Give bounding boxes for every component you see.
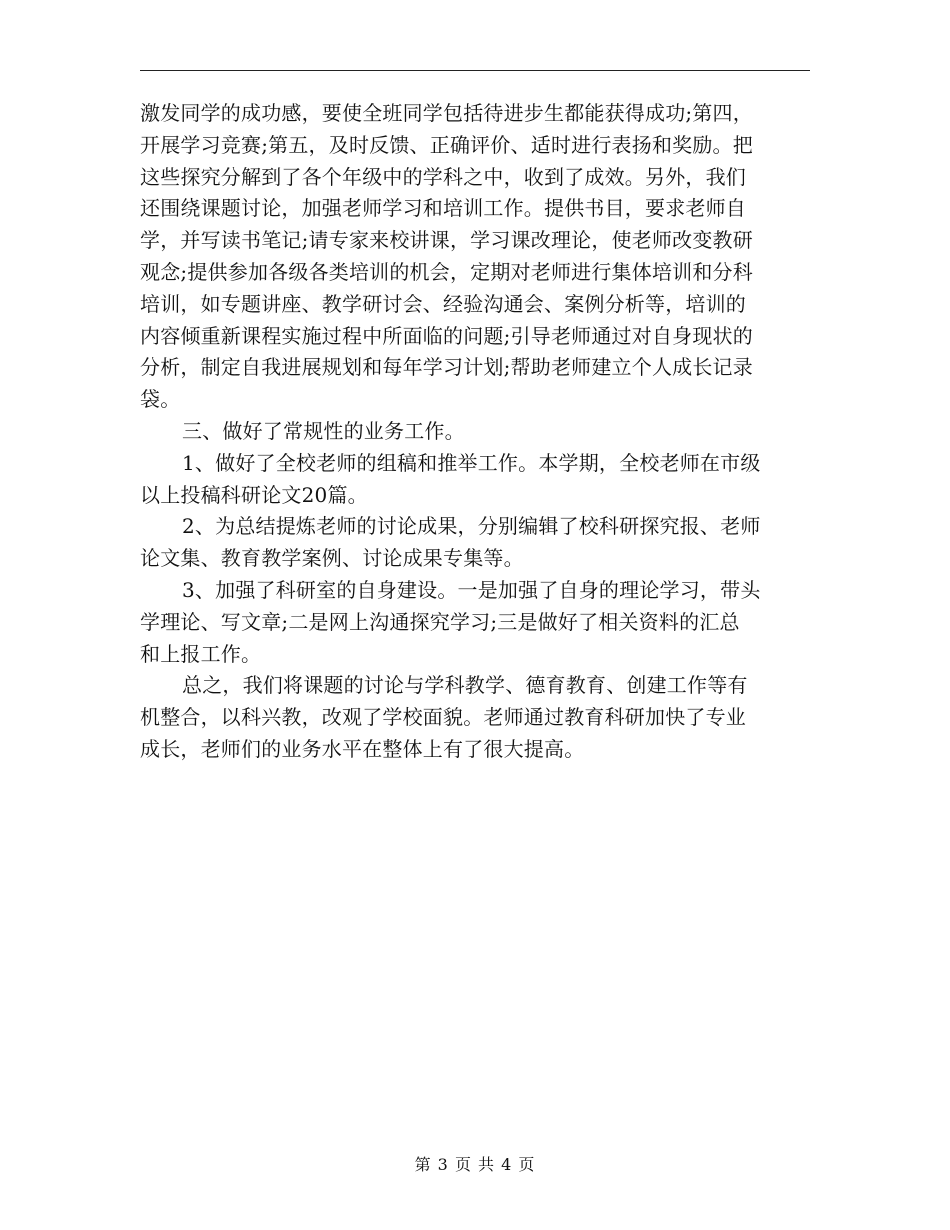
body-line: 分析，制定自我进展规划和每年学习计划;帮助老师建立个人成长记录	[140, 355, 753, 380]
body-line: 2、为总结提炼老师的讨论成果，分别编辑了校科研探究报、老师	[182, 514, 761, 539]
body-line: 以上投稿科研论文20篇。	[140, 482, 368, 507]
body-line: 机整合，以科兴教，改观了学校面貌。老师通过教育科研加快了专业	[140, 705, 746, 730]
body-line: 培训，如专题讲座、教学研讨会、经验沟通会、案例分析等，培训的	[140, 291, 746, 316]
body-line: 1、做好了全校老师的组稿和推举工作。本学期，全校老师在市级	[182, 450, 761, 475]
body-line: 开展学习竞赛;第五，及时反馈、正确评价、适时进行表扬和奖励。把	[140, 132, 753, 157]
body-line: 还围绕课题讨论，加强老师学习和培训工作。提供书目，要求老师自	[140, 196, 746, 221]
body-line: 袋。	[140, 387, 181, 412]
body-line: 这些探究分解到了各个年级中的学科之中，收到了成效。另外，我们	[140, 164, 746, 189]
body-line: 学理论、写文章;二是网上沟通探究学习;三是做好了相关资料的汇总	[140, 609, 740, 634]
section-heading: 三、做好了常规性的业务工作。	[182, 418, 465, 443]
document-body	[140, 98, 810, 766]
body-line: 内容倾重新课程实施过程中所面临的问题;引导老师通过对自身现状的	[140, 323, 753, 348]
body-line: 3、加强了科研室的自身建设。一是加强了自身的理论学习，带头	[182, 577, 761, 602]
page-footer: 第 3 页 共 4 页	[414, 1155, 536, 1174]
body-line: 激发同学的成功感，要使全班同学包括待进步生都能获得成功;第四，	[140, 101, 753, 125]
body-line: 观念;提供参加各级各类培训的机会，定期对老师进行集体培训和分科	[140, 259, 753, 284]
body-line: 成长，老师们的业务水平在整体上有了很大提高。	[140, 736, 585, 761]
header-rule	[140, 70, 810, 71]
body-line: 和上报工作。	[140, 641, 262, 666]
body-line: 总之，我们将课题的讨论与学科教学、德育教育、创建工作等有	[182, 673, 748, 698]
body-line: 论文集、教育教学案例、讨论成果专集等。	[140, 546, 524, 571]
body-line: 学，并写读书笔记;请专家来校讲课，学习课改理论，使老师改变教研	[140, 228, 753, 253]
